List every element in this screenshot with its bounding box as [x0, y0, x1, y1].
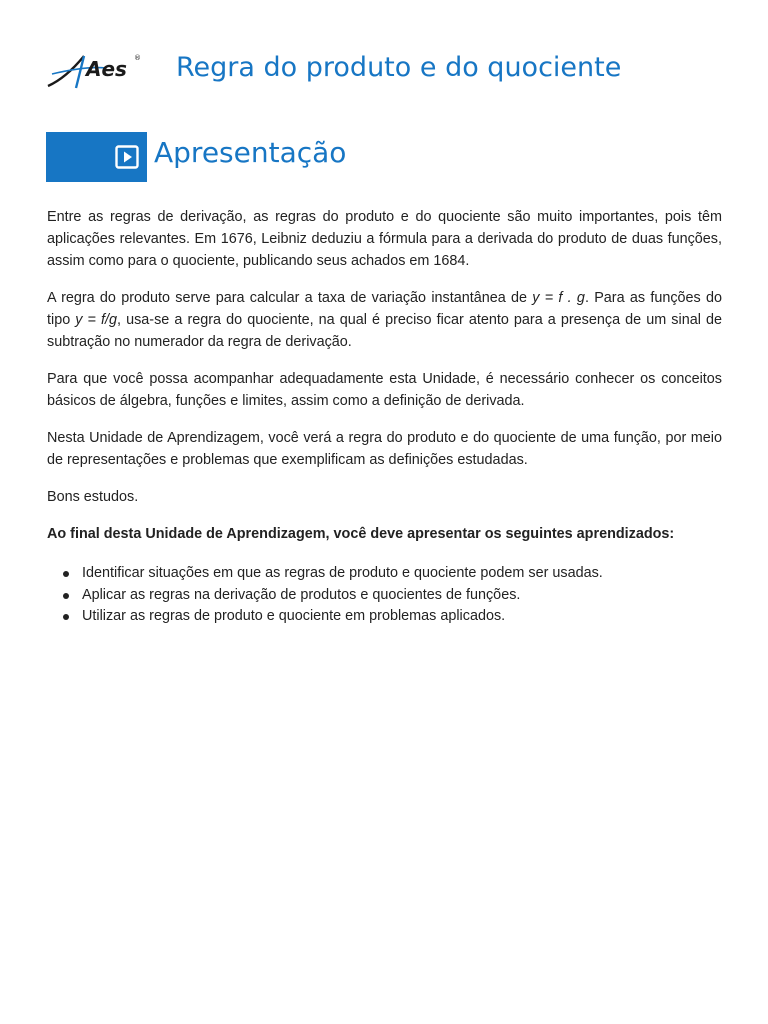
paragraph-product-rule: A regra do produto serve para calcular a taxa de variação instantânea de y = f . g. Para as funções do tipo y = f/g, usa-se a regra do quociente, na qual é preciso ficar atento para a presença de um sinal de subtração no numerador da regra de derivação.: [47, 290, 723, 350]
paragraph-closing: Bons estudos.: [47, 489, 139, 505]
bullet-icon: [63, 571, 69, 577]
section-title: Apresentação: [154, 136, 347, 169]
paragraph-intro: Entre as regras de derivação, as regras do produto e do quociente são muito importantes, pois têm aplicações relevantes. Em 1676, Leibniz deduziu a fórmula para a derivada do produto de duas funções, assim como para o quociente, publicando seus achados em 1684.: [47, 209, 722, 269]
presentation-content: [47, 206, 722, 628]
math-product: y = f . g: [532, 290, 585, 306]
section-accent-bar: [46, 132, 147, 182]
paragraph-prerequisites: Para que você possa acompanhar adequadamente esta Unidade, é necessário conhecer os conceitos básicos de álgebra, funções e limites, assim como a definição de derivada.: [47, 371, 722, 409]
play-icon: [115, 145, 139, 169]
page-header: [46, 44, 726, 96]
list-item: Aplicar as regras na derivação de produtos e quocientes de funções.: [47, 585, 722, 607]
goals-heading: Ao final desta Unidade de Aprendizagem, você deve apresentar os seguintes aprendizados:: [47, 526, 675, 542]
list-item: Identificar situações em que as regras de produto e quociente podem ser usadas.: [47, 563, 722, 585]
document-title: Regra do produto e do quociente: [176, 52, 622, 83]
svg-text:Aes: Aes: [86, 57, 127, 81]
bullet-icon: [63, 614, 69, 620]
sagah-logo: [46, 48, 142, 92]
paragraph-unit-overview: Nesta Unidade de Aprendizagem, você verá a regra do produto e do quociente de uma função, por meio de representações e problemas que exemplificam as definições estudadas.: [47, 430, 722, 468]
list-item: Utilizar as regras de produto e quociente em problemas aplicados.: [47, 606, 722, 628]
bullet-icon: [63, 593, 69, 599]
goals-list: [47, 563, 722, 628]
section-header: [46, 132, 726, 182]
svg-text:®: ®: [134, 54, 141, 62]
math-quotient: y = f/g: [75, 312, 118, 328]
